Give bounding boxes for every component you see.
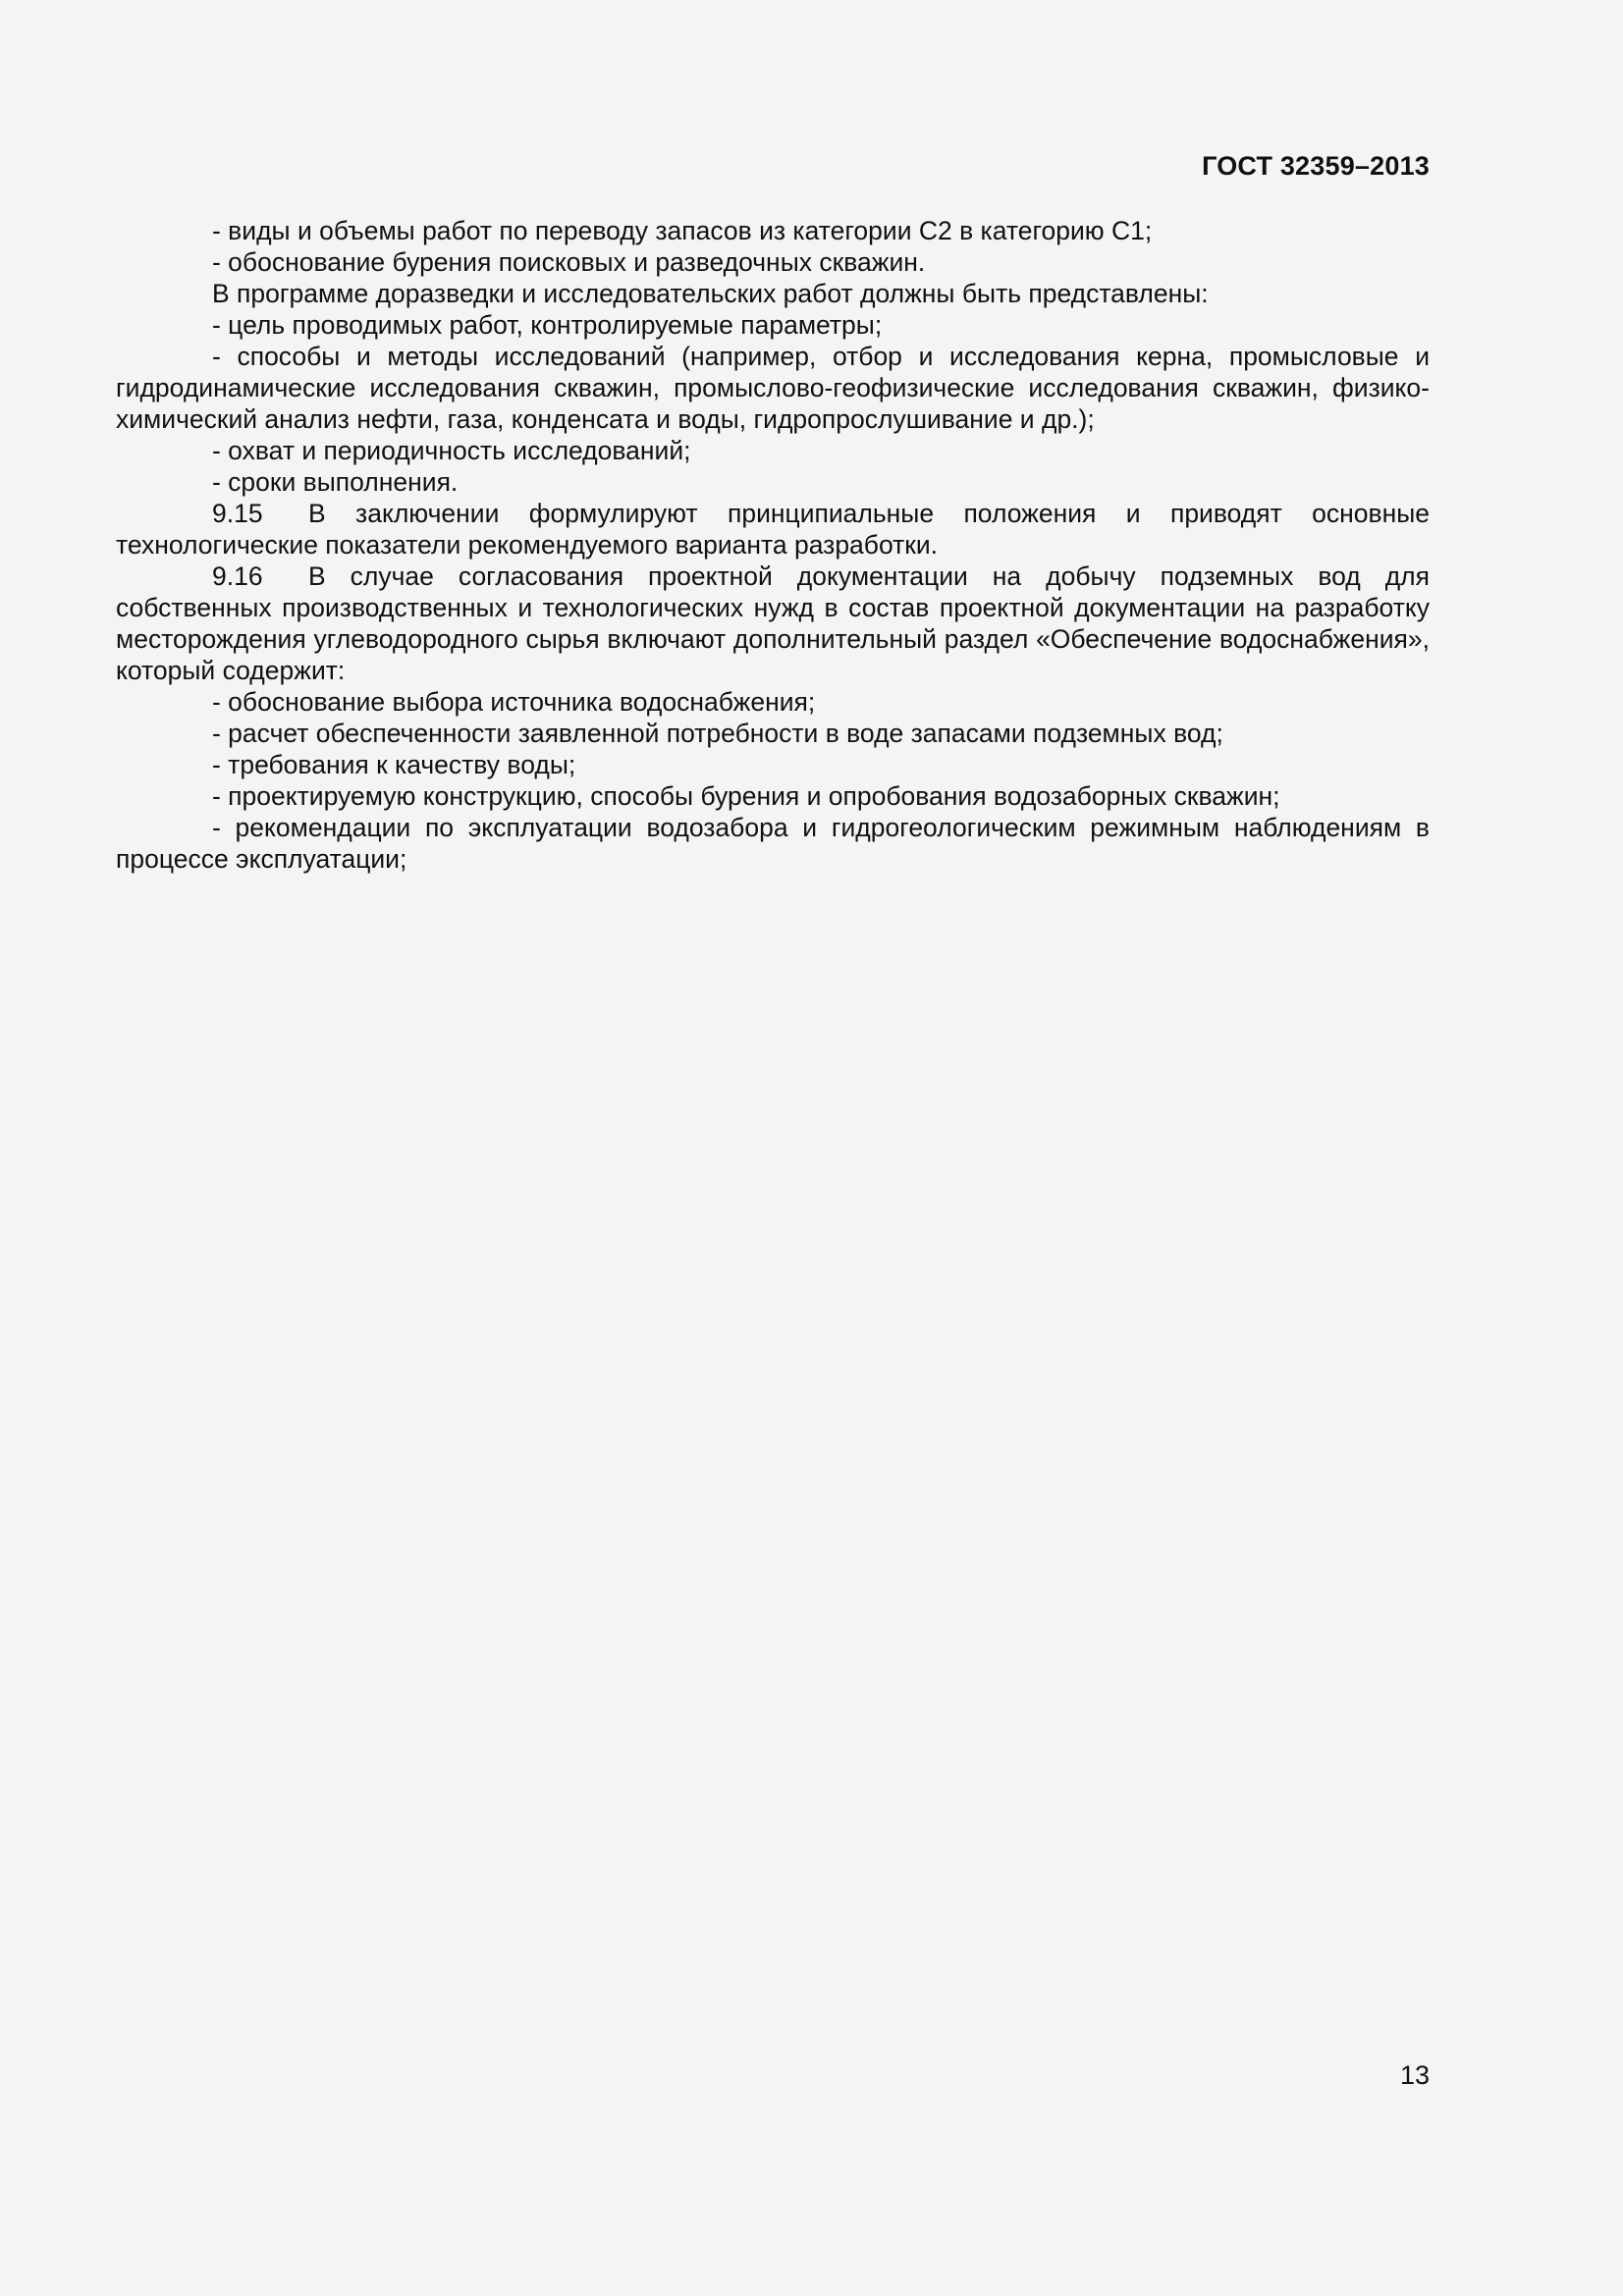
clause-9-15 (116, 498, 1430, 561)
clause-text: В случае согласования проектной документации на добычу подземных вод для собственных производственных и технологических нужд в состав проектной документации на разработку месторождения углеводородного сырья включают дополнительный раздел «Обеспечение водоснабжения», который содержит: (116, 561, 1430, 685)
document-body (116, 215, 1430, 875)
list-item: - цель проводимых работ, контролируемые параметры; (212, 310, 883, 340)
list-item: - обоснование бурения поисковых и разведочных скважин. (212, 247, 926, 277)
list-item: - рекомендации по эксплуатации водозабора и гидрогеологическим режимным наблюдениям в процессе эксплуатации; (116, 813, 1430, 874)
paragraph: В программе доразведки и исследовательских работ должны быть представлены: (212, 279, 1209, 308)
clause-9-16 (116, 561, 1430, 686)
list-item: - способы и методы исследований (например, отбор и исследования керна, промысловые и гидродинамические исследования скважин, промыслово-геофизические исследования скважин, физико-химический анализ нефти, газа, конденсата и воды, гидропрослушивание и др.); (116, 342, 1430, 434)
clause-text: В заключении формулируют принципиальные положения и приводят основные технологические показатели рекомендуемого варианта разработки. (116, 499, 1430, 560)
clause-number: 9.16 (212, 561, 263, 591)
clause-number: 9.15 (212, 499, 263, 528)
list-item: - охват и периодичность исследований; (212, 436, 691, 465)
list-item: - расчет обеспеченности заявленной потребности в воде запасами подземных вод; (212, 719, 1223, 748)
list-item: - виды и объемы работ по переводу запасов из категории С2 в категорию С1; (212, 216, 1153, 245)
page-number: 13 (1399, 2060, 1430, 2090)
list-item: - проектируемую конструкцию, способы бурения и опробования водозаборных скважин; (212, 781, 1280, 811)
list-item: - требования к качеству воды; (212, 750, 576, 779)
document-code-header: ГОСТ 32359–2013 (1202, 151, 1430, 181)
list-item: - сроки выполнения. (212, 467, 459, 497)
list-item: - обоснование выбора источника водоснабжения; (212, 687, 816, 717)
